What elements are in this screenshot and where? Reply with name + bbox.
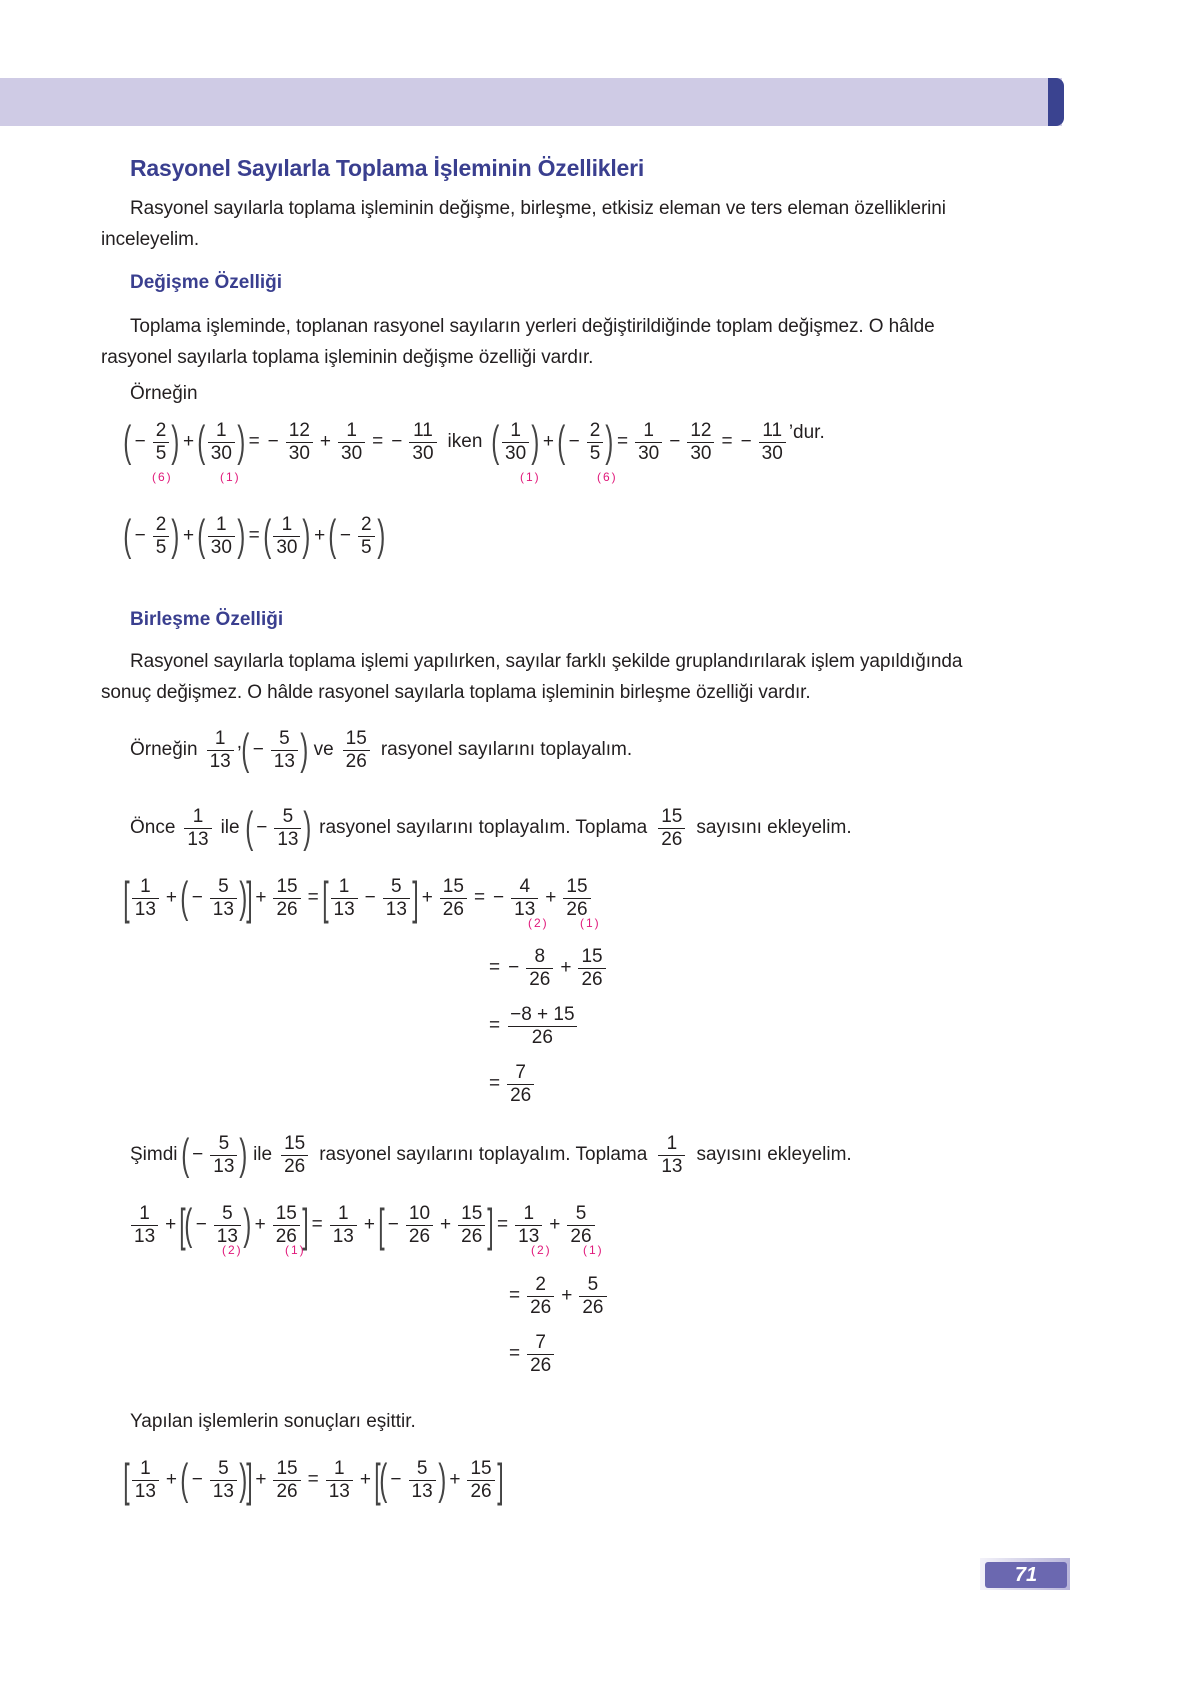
ile-word: ile	[220, 817, 240, 838]
expansion-note: (1)	[580, 916, 601, 930]
fraction: $\frac{-8 + 15}{26}$	[507, 1004, 577, 1049]
commutative-summary	[124, 508, 384, 564]
paren-open: (	[180, 1455, 189, 1504]
commutative-heading: Değişme Özelliği	[130, 272, 283, 293]
fraction: $\frac{1}{13}$	[132, 1458, 159, 1503]
example-label: Örneğin	[130, 383, 198, 404]
minus-sign: −	[568, 431, 580, 452]
intro-line-1: Rasyonel sayılarla toplama işleminin değişme, birleşme, etkisiz eleman ve ters eleman özelliklerini	[130, 198, 946, 219]
second-suffix: sayısını ekleyelim.	[696, 1144, 852, 1165]
bracket-open: [	[179, 1199, 186, 1251]
intro-line-2: inceleyelim.	[101, 229, 200, 250]
simdi-word: Şimdi	[130, 1144, 178, 1165]
minus-sign: −	[364, 887, 376, 908]
expansion-note: (6)	[152, 470, 173, 484]
fraction: $\frac{1}{13}$	[132, 876, 159, 921]
paren-close: )	[302, 511, 311, 560]
equals-sign: =	[497, 1214, 509, 1235]
fraction: $\frac{5}{26}$	[579, 1274, 606, 1319]
fraction: $\frac{15}{26}$	[458, 1203, 485, 1248]
paren-close: )	[300, 725, 309, 774]
plus-sign: +	[421, 887, 433, 908]
fraction: $\frac{1}{13}$	[326, 1458, 353, 1503]
fraction: $\frac{15}{26}$	[467, 1458, 494, 1503]
paren-open: (	[262, 511, 272, 560]
paren-open: (	[180, 873, 189, 922]
equals-sign: =	[311, 1214, 323, 1235]
minus-sign: −	[252, 739, 264, 760]
expansion-note: (6)	[597, 470, 618, 484]
plus-sign: +	[254, 1214, 266, 1235]
equals-sign: =	[489, 1073, 501, 1094]
fraction: $\frac{1}{30}$	[338, 420, 365, 465]
fraction: $\frac{12}{30}$	[687, 420, 714, 465]
equals-sign: =	[489, 1015, 501, 1036]
first-grouping-equation	[124, 870, 594, 926]
fraction: $\frac{5}{13}$	[210, 876, 237, 921]
fraction: $\frac{7}{26}$	[507, 1062, 534, 1107]
ile-word: ile	[253, 1144, 273, 1165]
ve-word: ve	[313, 739, 334, 760]
equals-sign: =	[307, 1469, 319, 1490]
minus-sign: −	[387, 1214, 399, 1235]
paren-open: (	[379, 1455, 388, 1504]
first-mid-text: rasyonel sayılarını toplayalım. Toplama	[319, 817, 648, 838]
fraction: $\frac{2}{5}$	[587, 420, 604, 465]
equals-sign: =	[509, 1285, 521, 1306]
first-step-4	[485, 1056, 537, 1112]
minus-sign: −	[390, 1469, 402, 1490]
expansion-note: (2)	[222, 1243, 243, 1257]
paren-close: )	[239, 1130, 248, 1179]
paren-open: (	[123, 417, 132, 466]
minus-sign: −	[256, 817, 268, 838]
fraction: $\frac{15}{26}$	[578, 946, 605, 991]
paren-open: (	[123, 511, 132, 560]
fraction: $\frac{1}{13}$	[331, 876, 358, 921]
paren-close: )	[237, 511, 246, 560]
paren-close: )	[237, 417, 246, 466]
expansion-note: (1)	[520, 470, 541, 484]
fraction: $\frac{15}{26}$	[273, 1458, 300, 1503]
paren-open: (	[180, 1130, 189, 1179]
bracket-open: [	[123, 872, 130, 924]
minus-sign: −	[134, 431, 146, 452]
fraction: $\frac{8}{26}$	[526, 946, 553, 991]
plus-sign: +	[440, 1214, 452, 1235]
minus-sign: −	[669, 431, 681, 452]
plus-sign: +	[545, 887, 557, 908]
bracket-open: [	[378, 1199, 385, 1251]
fraction: $\frac{12}{30}$	[286, 420, 313, 465]
bracket-close: ]	[302, 1199, 309, 1251]
fraction: $\frac{1}{13}$	[330, 1203, 357, 1248]
equals-sign: =	[372, 431, 384, 452]
fraction: $\frac{1}{13}$	[207, 728, 234, 773]
fraction: $\frac{5}{13}$	[383, 876, 410, 921]
fraction: $\frac{1}{30}$	[208, 514, 235, 559]
fraction: $\frac{11}{30}$	[409, 420, 436, 465]
second-step-3	[505, 1326, 557, 1382]
paren-close: )	[171, 417, 180, 466]
minus-sign: −	[195, 1214, 207, 1235]
commutative-paragraph	[101, 311, 1047, 373]
paren-open: (	[328, 511, 337, 560]
paren-close: )	[437, 1455, 447, 1504]
bracket-open: [	[374, 1454, 381, 1506]
bracket-close: ]	[245, 1454, 253, 1506]
plus-sign: +	[561, 1285, 573, 1306]
equals-sign: =	[509, 1343, 521, 1364]
first-grouping-intro	[130, 800, 852, 856]
paren-close: )	[605, 417, 614, 466]
equals-sign: =	[248, 431, 260, 452]
fraction: $\frac{15}{26}$	[281, 1133, 308, 1178]
equals-sign: =	[248, 525, 260, 546]
paren-open: (	[241, 725, 250, 774]
minus-sign: −	[191, 887, 203, 908]
equals-sign: =	[307, 887, 319, 908]
plus-sign: +	[165, 887, 178, 908]
fraction: $\frac{1}{13}$	[184, 806, 211, 851]
minus-sign: −	[508, 957, 520, 978]
minus-sign: −	[267, 431, 279, 452]
fraction: $\frac{15}{26}$	[440, 876, 467, 921]
plus-sign: +	[542, 431, 554, 452]
bracket-close: ]	[412, 872, 419, 924]
plus-sign: +	[183, 525, 195, 546]
paren-close: )	[303, 803, 312, 852]
commutative-line-1: Toplama işleminde, toplanan rasyonel sayıların yerleri değiştirildiğinde toplam değişmez. O hâlde	[130, 316, 935, 337]
minus-sign: −	[191, 1469, 203, 1490]
minus-sign: −	[493, 887, 505, 908]
plus-sign: +	[255, 887, 267, 908]
plus-sign: +	[183, 431, 195, 452]
intro-paragraph	[101, 193, 1047, 255]
commutative-line-2: rasyonel sayılarla toplama işleminin değişme özelliği vardır.	[101, 347, 594, 368]
expansion-note: (2)	[528, 916, 549, 930]
commutative-equation	[124, 414, 825, 470]
fraction: $\frac{15}{26}$	[343, 728, 370, 773]
plus-sign: +	[359, 1469, 371, 1490]
equals-sign: =	[473, 887, 486, 908]
paren-close: )	[376, 511, 385, 560]
fraction: $\frac{5}{13}$	[271, 728, 298, 773]
minus-sign: −	[192, 1144, 204, 1165]
associative-line-1: Rasyonel sayılarla toplama işlemi yapılırken, sayılar farklı şekilde gruplandırılarak işlem yapıldığında	[130, 651, 963, 672]
paren-close: )	[171, 511, 180, 560]
paren-open: (	[184, 1200, 193, 1249]
bracket-open: [	[321, 872, 329, 924]
paren-open: (	[244, 803, 253, 852]
second-step-2	[505, 1268, 610, 1324]
second-mid-text: rasyonel sayılarını toplayalım. Toplama	[319, 1144, 648, 1165]
expansion-note: (1)	[220, 470, 241, 484]
plus-sign: +	[363, 1214, 375, 1235]
fraction: $\frac{15}{26}$	[273, 876, 300, 921]
fraction: $\frac{1}{30}$	[273, 514, 300, 559]
plus-sign: +	[314, 525, 326, 546]
minus-sign: −	[134, 525, 146, 546]
fraction: $\frac{1}{13}$	[658, 1133, 685, 1178]
associative-example	[130, 722, 632, 778]
fraction: $\frac{5}{13}$	[210, 1458, 237, 1503]
fraction: $\frac{1}{30}$	[635, 420, 662, 465]
bracket-open: [	[123, 1454, 130, 1506]
fraction: $\frac{2}{5}$	[358, 514, 375, 559]
bracket-close: ]	[245, 872, 253, 924]
paren-close: )	[239, 873, 248, 922]
paren-open: (	[197, 417, 206, 466]
plus-sign: +	[165, 1214, 177, 1235]
plus-sign: +	[319, 431, 332, 452]
plus-sign: +	[449, 1469, 461, 1490]
iken-word: iken	[447, 431, 483, 452]
dur-suffix: ’dur.	[788, 422, 825, 443]
equals-sign: =	[489, 957, 501, 978]
fraction: $\frac{2}{5}$	[153, 514, 170, 559]
associative-paragraph	[101, 646, 1047, 708]
fraction: $\frac{15}{26}$	[658, 806, 685, 851]
fraction: $\frac{5}{13}$	[409, 1458, 436, 1503]
second-grouping-equation	[128, 1197, 598, 1253]
equals-sign: =	[616, 431, 629, 452]
example-suffix: rasyonel sayılarını toplayalım.	[380, 739, 633, 760]
fraction: $\frac{1}{30}$	[502, 420, 529, 465]
fraction: $\frac{2}{5}$	[153, 420, 170, 465]
fraction: $\frac{15}{26}$	[563, 876, 590, 921]
minus-sign: −	[391, 431, 403, 452]
fraction: $\frac{5}{13}$	[214, 1203, 241, 1248]
header-tab	[1048, 78, 1064, 126]
fraction: $\frac{1}{30}$	[208, 420, 235, 465]
plus-sign: +	[255, 1469, 267, 1490]
fraction: $\frac{5}{13}$	[210, 1133, 237, 1178]
paren-close: )	[239, 1455, 248, 1504]
comma: ,	[236, 732, 243, 753]
fraction: $\frac{11}{30}$	[759, 420, 786, 465]
expansion-note: (2)	[531, 1243, 552, 1257]
plus-sign: +	[165, 1469, 178, 1490]
expansion-note: (1)	[285, 1243, 306, 1257]
plus-sign: +	[560, 957, 572, 978]
fraction: $\frac{15}{26}$	[273, 1203, 300, 1248]
bracket-close: ]	[496, 1454, 504, 1506]
fraction: $\frac{7}{26}$	[527, 1332, 554, 1377]
fraction: $\frac{1}{13}$	[131, 1203, 158, 1248]
equals-sign: =	[721, 431, 733, 452]
first-suffix: sayısını ekleyelim.	[696, 817, 852, 838]
example-prefix: Örneğin	[130, 739, 198, 760]
first-step-2	[485, 940, 609, 996]
paren-open: (	[197, 511, 206, 560]
fraction: $\frac{2}{26}$	[527, 1274, 554, 1319]
final-equation	[124, 1452, 502, 1508]
expansion-note: (1)	[583, 1243, 604, 1257]
fraction: $\frac{5}{26}$	[567, 1203, 594, 1248]
fraction: $\frac{10}{26}$	[406, 1203, 433, 1248]
paren-open: (	[557, 417, 566, 466]
page-number: 71	[985, 1562, 1067, 1588]
fraction: $\frac{1}{13}$	[515, 1203, 542, 1248]
first-step-3	[485, 998, 581, 1054]
fraction: $\frac{5}{13}$	[274, 806, 301, 851]
page-title: Rasyonel Sayılarla Toplama İşleminin Özellikleri	[130, 155, 645, 181]
associative-line-2: sonuç değişmez. O hâlde rasyonel sayılarla toplama işleminin birleşme özelliği vardır.	[101, 682, 811, 703]
minus-sign: −	[740, 431, 752, 452]
minus-sign: −	[339, 525, 351, 546]
plus-sign: +	[549, 1214, 561, 1235]
paren-close: )	[531, 417, 540, 466]
second-grouping-intro	[130, 1127, 852, 1183]
once-word: Önce	[130, 817, 176, 838]
fraction: $\frac{4}{13}$	[511, 876, 538, 921]
paren-close: )	[243, 1200, 252, 1249]
conclusion-text: Yapılan işlemlerin sonuçları eşittir.	[130, 1411, 416, 1432]
bracket-close: ]	[487, 1199, 494, 1251]
associative-heading: Birleşme Özelliği	[130, 609, 284, 630]
paren-open: (	[491, 417, 500, 466]
header-banner	[0, 78, 1062, 126]
